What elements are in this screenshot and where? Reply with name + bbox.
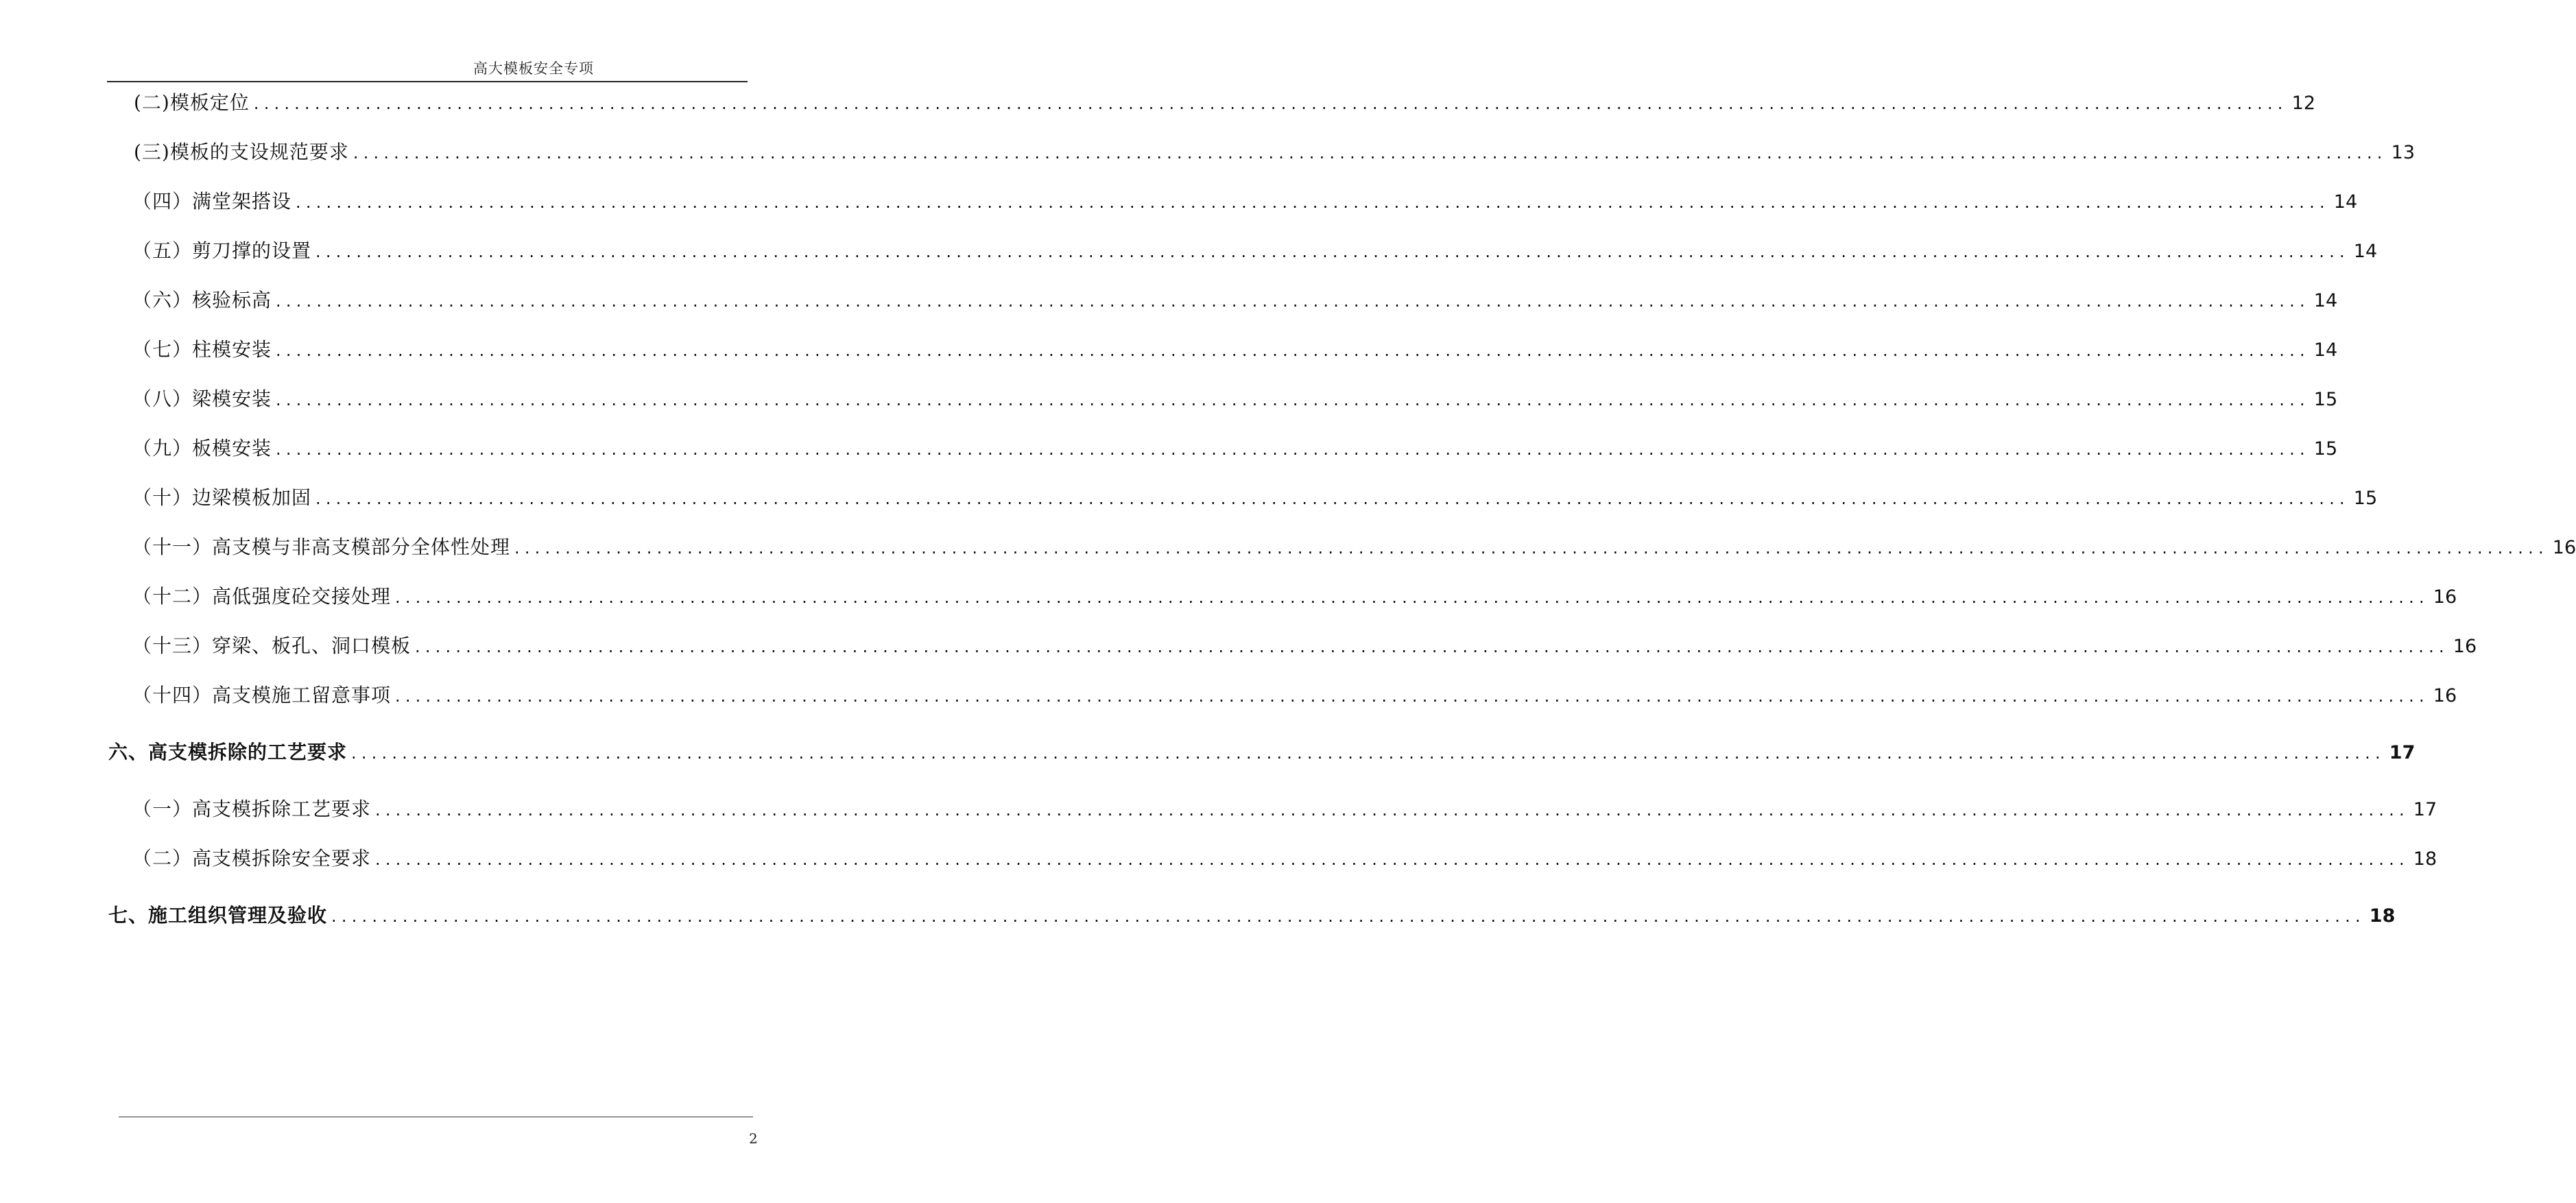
toc-dot-leader: ........................................................................................................................................................................................................	[276, 341, 2310, 360]
toc-entry-page: 14	[2313, 340, 2338, 361]
toc-entry-page: 14	[2353, 241, 2378, 262]
toc-dot-leader: ........................................................................................................................................................................................................	[331, 907, 2365, 926]
toc-entry-page: 13	[2391, 142, 2415, 163]
toc-entry-page: 16	[2433, 685, 2457, 706]
toc-entry-title: （七）柱模安装	[132, 338, 272, 361]
toc-dot-leader: ........................................................................................................................................................................................................	[296, 193, 2330, 212]
toc-entry-page: 15	[2313, 438, 2338, 460]
toc-entry[interactable]	[132, 680, 2457, 708]
toc-entry-title: （四）满堂架搭设	[132, 190, 292, 213]
toc-entry[interactable]	[132, 794, 2437, 822]
toc-entry[interactable]	[108, 901, 2396, 928]
toc-entry[interactable]	[132, 187, 2358, 214]
toc-entry-page: 17	[2389, 742, 2416, 763]
toc-entry[interactable]	[132, 844, 2437, 871]
toc-entry[interactable]	[132, 582, 2457, 609]
toc-entry-page: 14	[2313, 290, 2338, 311]
toc-entry-page: 16	[2453, 636, 2477, 657]
toc-dot-leader: ........................................................................................................................................................................................................	[315, 489, 2350, 508]
toc-dot-leader: ........................................................................................................................................................................................................	[514, 538, 2549, 558]
toc-dot-leader: ........................................................................................................................................................................................................	[276, 390, 2310, 409]
toc-entry-title: （十一）高支模与非高支模部分全体性处理	[132, 536, 511, 558]
toc-entry-page: 15	[2353, 488, 2378, 509]
toc-entry-page: 15	[2313, 389, 2338, 410]
toc-entry-title: （十三）穿梁、板孔、洞口模板	[132, 634, 412, 657]
toc-entry-page: 18	[2369, 905, 2396, 927]
toc-entry-title: (二)模板定位	[134, 91, 250, 114]
toc-entry-title: （一）高支模拆除工艺要求	[132, 798, 372, 820]
toc-dot-leader: ........................................................................................................................................................................................................	[315, 242, 2350, 261]
toc-entry-title: （二）高支模拆除安全要求	[132, 847, 372, 870]
toc-entry-title: （八）梁模安装	[132, 388, 272, 410]
toc-dot-leader: ........................................................................................................................................................................................................	[253, 94, 2288, 113]
toc-entry-title: （九）板模安装	[132, 437, 272, 460]
toc-entry[interactable]	[134, 88, 2315, 115]
toc-entry-title: 六、高支模拆除的工艺要求	[108, 741, 348, 763]
toc-dot-leader: ........................................................................................................................................................................................................	[276, 440, 2310, 459]
toc-dot-leader: ........................................................................................................................................................................................................	[375, 800, 2409, 820]
toc-entry[interactable]	[134, 137, 2415, 165]
running-header: 高大模板安全专项	[473, 60, 594, 77]
toc-entry-page: 12	[2291, 93, 2315, 114]
toc-entry[interactable]	[132, 433, 2338, 461]
toc-dot-leader: ........................................................................................................................................................................................................	[395, 588, 2429, 607]
toc-entry-title: （十）边梁模板加固	[132, 486, 312, 509]
toc-entry-page: 18	[2413, 848, 2437, 870]
toc-entry[interactable]	[132, 384, 2338, 412]
toc-entry[interactable]	[132, 236, 2378, 263]
toc-entry-title: (三)模板的支设规范要求	[134, 141, 349, 163]
toc-dot-leader: ........................................................................................................................................................................................................	[375, 850, 2409, 869]
toc-entry[interactable]	[108, 737, 2416, 765]
toc-entry-title: （五）剪刀撑的设置	[132, 239, 312, 262]
toc-dot-leader: ........................................................................................................................................................................................................	[395, 687, 2429, 706]
toc-entry-page: 17	[2413, 799, 2437, 820]
toc-entry-title: 七、施工组织管理及验收	[108, 904, 328, 927]
toc-entry[interactable]	[132, 335, 2338, 362]
toc-entry[interactable]	[132, 631, 2477, 658]
page-number: 2	[749, 1130, 758, 1147]
toc-dot-leader: ........................................................................................................................................................................................................	[353, 143, 2387, 163]
toc-entry[interactable]	[132, 285, 2338, 313]
toc-entry-page: 14	[2333, 191, 2358, 213]
toc-dot-leader: ........................................................................................................................................................................................................	[351, 743, 2385, 763]
toc-dot-leader: ........................................................................................................................................................................................................	[276, 291, 2310, 311]
toc-entry-title: （六）核验标高	[132, 289, 272, 311]
toc-entry[interactable]	[132, 532, 2576, 560]
toc-entry-page: 16	[2433, 586, 2457, 608]
toc-dot-leader: ........................................................................................................................................................................................................	[415, 637, 2449, 656]
toc-entry[interactable]	[132, 483, 2378, 510]
toc-entry-title: （十四）高支模施工留意事项	[132, 684, 392, 706]
toc-entry-page: 16	[2552, 537, 2576, 558]
toc-entry-title: （十二）高低强度砼交接处理	[132, 585, 392, 608]
